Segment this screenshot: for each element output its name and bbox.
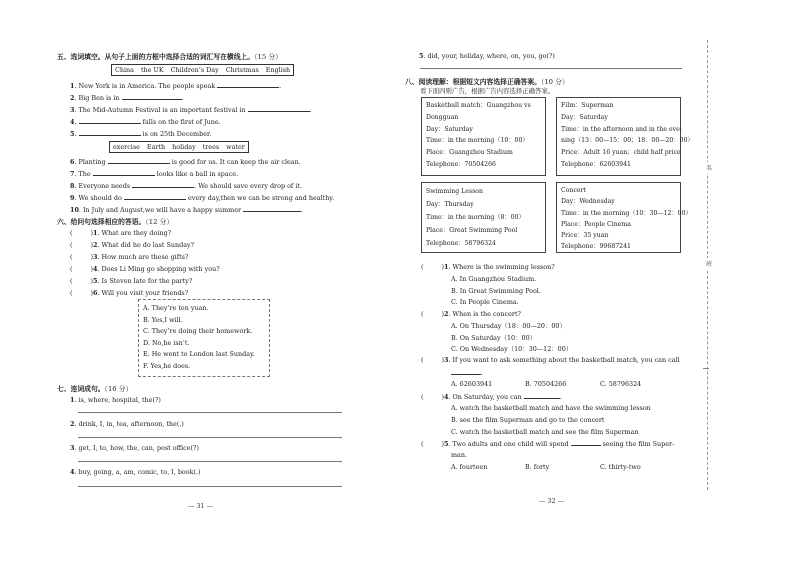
ad-line: Price：Adult 16 yuan；child half price bbox=[561, 149, 681, 157]
ad-line: Day：Thursday bbox=[426, 201, 474, 208]
answer-options-box bbox=[138, 299, 270, 377]
match-question: ( )1. What are they doing? bbox=[70, 229, 172, 237]
fill-item: 7. The looks like a ball in space. bbox=[70, 170, 239, 178]
option: A. 62603941 bbox=[451, 380, 493, 388]
option: C. watch the basketball match and see the film Superman bbox=[451, 428, 639, 436]
word-box-item: English bbox=[265, 66, 291, 74]
fill-item: 3. The Mid-Autumn Festival is an important festival in . bbox=[70, 106, 312, 114]
word-box-item: Christmas bbox=[225, 66, 259, 74]
option: C. In People Cinema. bbox=[451, 298, 519, 306]
reorder-item: 4. buy, going, a, am, comic, to, I, book(.) bbox=[70, 468, 201, 476]
ad-line: Telephone：70504266 bbox=[426, 160, 496, 168]
ad-line: Dongguan bbox=[426, 113, 459, 121]
answer-line[interactable] bbox=[420, 68, 682, 69]
ad-line: ning（13：00—15：00；18：00—20：00） bbox=[561, 137, 694, 145]
option: C. thirty-two bbox=[600, 463, 641, 471]
answer-blank[interactable] bbox=[524, 392, 560, 399]
ad-line: Place：Guangzhou Stadium bbox=[426, 149, 513, 157]
answer-option: A. They’re ten yuan. bbox=[143, 304, 209, 312]
reorder-item: 2. drink, I, in, tea, afternoon, the(.) bbox=[70, 420, 184, 428]
option: B. On Saturday（10：00） bbox=[451, 334, 537, 342]
section-8-intro: 看下面四则广告，根据广告内容选择正确答案。 bbox=[420, 87, 555, 95]
section-8-title: 八、阅读理解：根据短文内容选择正确答案。（10 分） bbox=[405, 78, 569, 86]
match-question: ( )4. Does Li Ming go shopping with you? bbox=[70, 265, 220, 273]
section-6-title: 六、给问句选择相应的答语。（12 分） bbox=[57, 218, 174, 226]
answer-option: C. They’re doing their homework. bbox=[143, 327, 253, 335]
ad-film bbox=[556, 97, 694, 176]
match-question: ( )6. Will you visit your friends? bbox=[70, 289, 189, 297]
answer-blank[interactable] bbox=[122, 93, 182, 100]
answer-blank[interactable] bbox=[124, 193, 186, 200]
page-number: — 31 — bbox=[188, 502, 213, 510]
fill-item: 8. Everyone needs . We should save every drop of it. bbox=[70, 182, 302, 190]
match-question: ( )3. How much are these gifts? bbox=[70, 253, 189, 261]
word-box-item: exercise bbox=[113, 143, 140, 151]
ad-swimming bbox=[421, 182, 546, 253]
fill-item: 1. New York is in America. The people speak . bbox=[70, 82, 282, 90]
answer-blank[interactable] bbox=[132, 181, 194, 188]
fill-item: 5. is on 25th December. bbox=[70, 130, 212, 138]
ad-line: Price：35 yuan bbox=[561, 232, 609, 240]
word-box-item: Children’s Day bbox=[170, 66, 219, 74]
option: B. forty bbox=[525, 463, 550, 471]
ad-line: Place：People Cinema bbox=[561, 220, 631, 228]
option: A. In Guangzhou Stadium. bbox=[451, 275, 537, 283]
answer-line[interactable] bbox=[78, 461, 342, 462]
answer-blank[interactable] bbox=[451, 368, 481, 375]
section-5-title: 五、选词填空。从句子上面的方框中选择合适的词汇写在横线上。（15 分） bbox=[57, 53, 282, 61]
reorder-item: 3. get, I, to, how, the, can, post office(?) bbox=[70, 444, 199, 452]
word-box-1 bbox=[111, 64, 294, 76]
answer-blank[interactable] bbox=[79, 117, 141, 124]
answer-option: E. He went to London last Sunday. bbox=[143, 350, 255, 358]
answer-line[interactable] bbox=[78, 412, 342, 413]
page-number: — 32 — bbox=[539, 497, 564, 505]
question-continuation: . bbox=[451, 368, 483, 377]
fill-item: 10. In July and August,we will have a happy summer . bbox=[70, 206, 304, 214]
answer-blank[interactable] bbox=[571, 439, 601, 446]
question-continuation: man. bbox=[451, 451, 468, 459]
ad-concert bbox=[556, 182, 692, 253]
ad-line: Basketball match：Guangzhou vs bbox=[426, 102, 531, 109]
section-7-title: 七、连词成句。（16 分） bbox=[57, 385, 133, 393]
side-label-class: 班 bbox=[706, 258, 712, 269]
answer-line[interactable] bbox=[78, 486, 342, 487]
side-label-name: 名 bbox=[706, 162, 712, 173]
ad-line: Time：in the morning（8：00） bbox=[426, 214, 525, 221]
ad-line: Day：Saturday bbox=[426, 125, 473, 133]
ad-line: Telephone：99687241 bbox=[561, 243, 631, 251]
ad-line: Concert bbox=[561, 187, 587, 194]
answer-option: B. Yes,I will. bbox=[143, 315, 183, 324]
word-box-item: the UK bbox=[140, 66, 164, 74]
reading-question: ( )3. If you want to ask something about the basketball match, you can call bbox=[421, 356, 680, 364]
word-box-item: trees bbox=[202, 143, 220, 151]
ad-line: Telephone：58796324 bbox=[426, 240, 496, 247]
reorder-item: 1. is, where, hospital, the(?) bbox=[70, 396, 161, 404]
match-question: ( )2. What did he do last Sunday? bbox=[70, 241, 195, 249]
answer-option: D. No,he isn’t. bbox=[143, 338, 190, 347]
ad-line: Time：in the morning（10：00） bbox=[426, 137, 529, 145]
ad-line: Time：in the afternoon and in the eve- bbox=[561, 125, 682, 133]
ad-line: Swimming Lesson bbox=[426, 188, 483, 195]
word-box-item: water bbox=[226, 143, 245, 151]
option: B. see the film Superman and go to the concert bbox=[451, 416, 605, 424]
option: B. 70504266 bbox=[525, 380, 567, 388]
fill-item: 6. Planting is good for us. It can keep the air clean. bbox=[70, 158, 301, 166]
option: C. 58796324 bbox=[600, 380, 642, 388]
option: A. fourteen bbox=[451, 463, 488, 471]
option: A. On Thursday（18：00—20：00） bbox=[451, 322, 566, 330]
binding-mark bbox=[703, 368, 709, 369]
answer-blank[interactable] bbox=[93, 169, 155, 176]
reading-question: ( )2. When is the concert? bbox=[421, 310, 521, 318]
option: A. watch the basketball match and have the swimming lesson bbox=[451, 404, 651, 412]
reorder-item: 5. did, your, holiday, where, on, you, go(?) bbox=[419, 52, 555, 60]
reading-question: ( )1. Where is the swimming lesson? bbox=[421, 263, 555, 271]
word-box-item: China bbox=[115, 66, 134, 74]
fill-item: 9. We should do every day,then we can be strong and healthy. bbox=[70, 194, 335, 202]
ad-line: Day：Wednesday bbox=[561, 198, 615, 206]
word-box-item: holiday bbox=[172, 143, 196, 151]
ad-line: Film：Superman bbox=[561, 102, 614, 109]
reading-question: ( )5. Two adults and one child will spend seeing the film Super- bbox=[421, 440, 675, 448]
fill-item: 2. Big Ben is in . bbox=[70, 94, 184, 102]
ad-basketball bbox=[421, 97, 546, 176]
answer-blank[interactable] bbox=[217, 81, 279, 88]
answer-blank[interactable] bbox=[243, 205, 301, 212]
ad-line: Day：Saturday bbox=[561, 113, 608, 121]
answer-blank[interactable] bbox=[79, 129, 141, 136]
fill-item: 4. falls on the first of June. bbox=[70, 118, 221, 126]
answer-option: F. Yes,he does. bbox=[143, 361, 191, 370]
ad-line: Place：Great Swimming Pool bbox=[426, 227, 518, 234]
reading-question: ( )4. On Saturday, you can . bbox=[421, 393, 562, 401]
ad-line: Time：in the morning（10：30—12：00） bbox=[561, 209, 692, 217]
word-box-2 bbox=[109, 141, 249, 153]
option: B. In Great Swimming Pool. bbox=[451, 287, 541, 295]
option: C. On Wednesday（10：30—12：00） bbox=[451, 345, 573, 353]
match-question: ( )5. Is Steven late for the party? bbox=[70, 277, 193, 285]
word-box-item: Earth bbox=[146, 143, 166, 151]
ad-line: Telephone：62603941 bbox=[561, 160, 631, 168]
answer-blank[interactable] bbox=[248, 105, 310, 112]
answer-blank[interactable] bbox=[108, 157, 170, 164]
answer-line[interactable] bbox=[78, 437, 342, 438]
